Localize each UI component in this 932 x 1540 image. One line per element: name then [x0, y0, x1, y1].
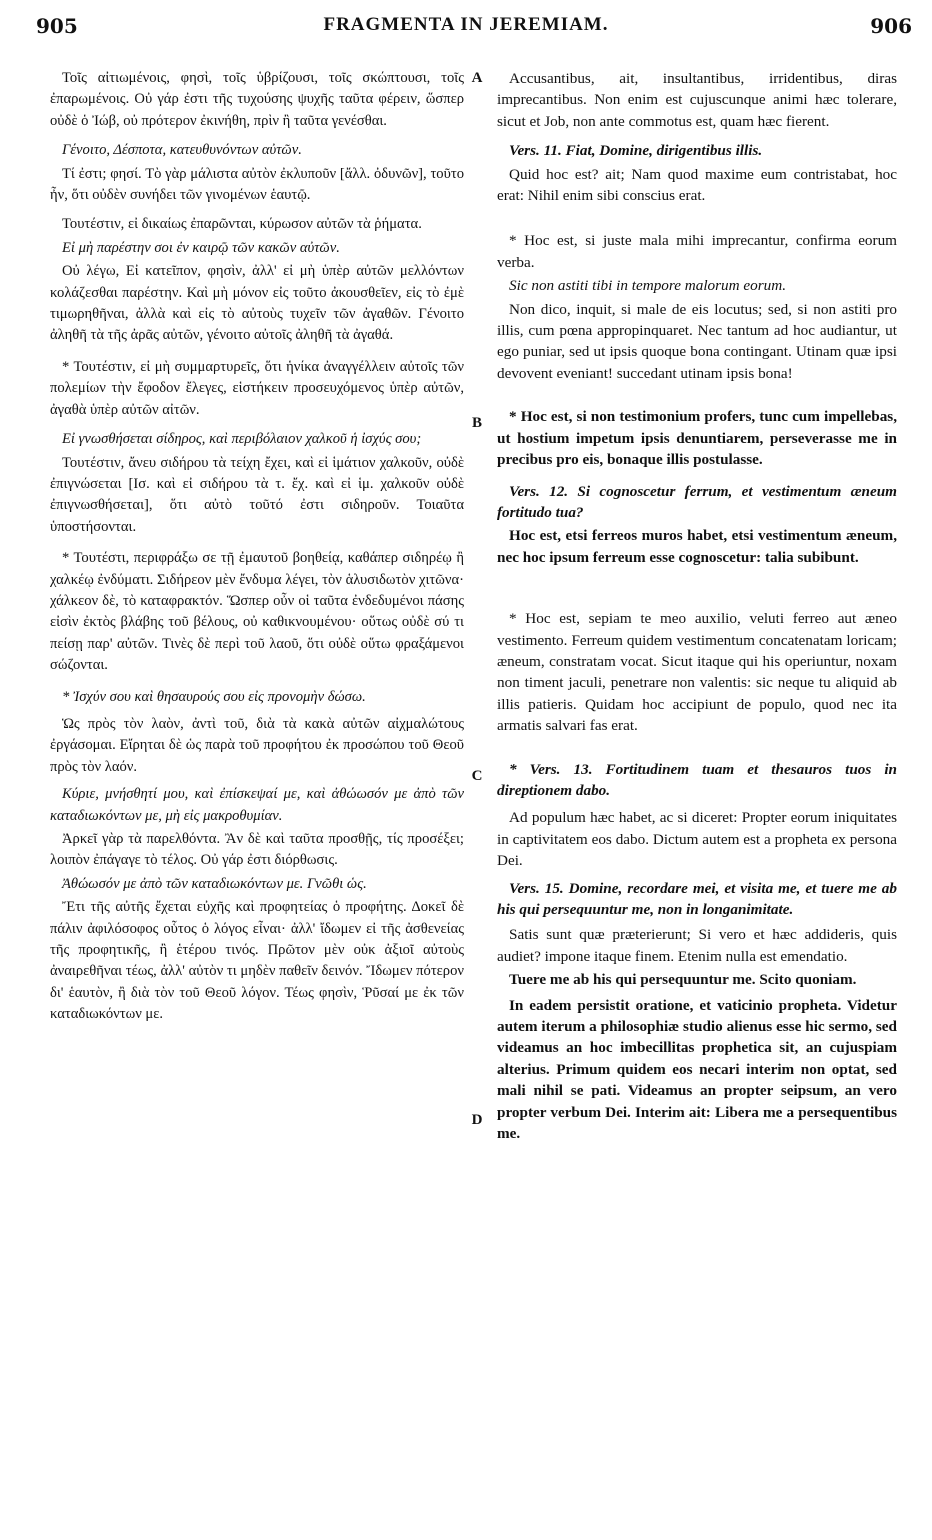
- greek-paragraph: Τουτέστιν, ἄνευ σιδήρου τὰ τείχη ἔχει, καὶ εἰ ἱμάτιον χαλκοῦν, οὐδὲ ἐπιγνώσεται [Ισ. καὶ εἰ σιδήρου τὰ τ. ἔχ. καὶ εἰ ἱμ. χαλκοῦν οὐδὲ ἐπιγνωσθήσεται], ὅτι αὐτὸ τοῦτό ἐστι σιδηροῦν. Τοιαῦτα ὑποστήσονται.: [50, 454, 464, 535]
- latin-verse: Sic non astiti tibi in tempore malorum eorum.: [509, 277, 787, 295]
- greek-paragraph: Τουτέστιν, εἰ δικαίως ἐπαρῶνται, κύρωσον αὐτῶν τὰ ῥήματα.: [62, 216, 422, 233]
- greek-verse: Εἰ μὴ παρέστην σοι ἐν καιρῷ τῶν κακῶν αὐτῶν.: [62, 239, 340, 256]
- greek-verse: Εἰ γνωσθήσεται σίδηρος, καὶ περιβόλαιον χαλκοῦ ἡ ἰσχύς σου;: [62, 431, 422, 448]
- page-number-right: 906: [870, 14, 912, 38]
- latin-paragraph: * Hoc est, si non testimonium profers, tunc cum impellebas, ut hostium impetum ipsis denuntiarem, perseverasse me in precibus pro eis, bonaque illis postulasse.: [497, 408, 897, 469]
- latin-verse: Vers. 15. Domine, recordare mei, et visita me, et tuere me ab his qui persequuntur me, non in longanimitate.: [497, 879, 897, 918]
- greek-paragraph: Ἀρκεῖ γὰρ τὰ παρελθόντα. Ἂν δὲ καὶ ταῦτα προσθῇς, τίς προσέξει; λοιπὸν ἐπάγαγε τὸ τέλος. Οὐ γάρ ἐστι διόρθωσις.: [50, 831, 464, 869]
- greek-verse: Κύριε, μνήσθητί μου, καὶ ἐπίσκεψαί με, καὶ ἀθώωσόν με ἀπὸ τῶν καταδιωκόντων με, μὴ εἰς μακροθυμίαν.: [50, 786, 464, 824]
- greek-paragraph: Τοῖς αἰτιωμένοις, φησὶ, τοῖς ὑβρίζουσι, τοῖς σκώπτουσι, τοῖς ἐπαρωμένοις. Οὐ γάρ ἐστι τῆς τυχούσης ψυχῆς ταῦτα φέρειν, ὥσπερ οὐδὲ ὁ Ἰώβ, οὐ πρότερον ἐκινήθη, πρὶν ἢ ταῦτα γενέσθαι.: [50, 70, 464, 129]
- greek-verse: Ἀθώωσόν με ἀπὸ τῶν καταδιωκόντων με. Γνῶθι ὡς.: [62, 875, 367, 892]
- latin-verse: Vers. 11. Fiat, Domine, dirigentibus illis.: [509, 142, 763, 160]
- greek-paragraph: Ὡς πρὸς τὸν λαὸν, ἀντὶ τοῦ, διὰ τὰ κακὰ αὐτῶν αἰχμαλώτους ἐργάσομαι. Εἴρηται δὲ ὡς παρὰ τοῦ προφήτου ἐκ προσώπου τοῦ Θεοῦ πρὸς τὸν λαόν.: [50, 715, 464, 775]
- latin-paragraph: * Hoc est, sepiam te meo auxilio, veluti ferreo aut æneo vestimento. Ferreum quidem vestimentum concatenatam loricam; æneum, constratam vocat. Sicut itaque qui his operiuntur, noxam non timent jaculi, penetrare non valentis: sic neque tu aliquid ab illis patieris. Quidam hoc accipiunt de populo, quod nec ita armatis salvari fas erat.: [497, 610, 897, 735]
- page-header: [0, 6, 932, 44]
- latin-verse: * Vers. 13. Fortitudinem tuam et thesauros tuos in direptionem dabo.: [497, 760, 897, 799]
- page-number-left: 905: [36, 14, 78, 38]
- greek-verse: * Ἰσχύν σου καὶ θησαυρούς σου εἰς προνομὴν δώσω.: [62, 688, 366, 705]
- greek-paragraph: * Τουτέστι, περιφράξω σε τῇ ἐμαυτοῦ βοηθείᾳ, καθάπερ σιδηρέῳ ἢ χαλκέῳ ἐνδύματι. Σιδήρεον μὲν ἔνδυμα λέγει, τὸν ἁλυσιδωτὸν χιτῶνα· χάλκεον δὲ, τὸ καταφρακτόν. Ὥσπερ οὖν οἱ ταῦτα ἐνδεδυμένοι πάσης εἰσὶν ἐκτὸς βλάβης τοῦ βέλους, οὐ καθικνουμένου· οὕτως οὐδὲ σύ τι πείσῃ παρ' αὐτῶν. Τινὲς δὲ περὶ τοῦ λαοῦ, ὅτι οὐδὲ οὕτω φραξάμενοι σώζονται.: [50, 550, 464, 674]
- latin-column: [497, 68, 897, 1144]
- latin-paragraph: Satis sunt quæ præterierunt; Si vero et hæc addideris, quis audiet? impone itaque finem. Etenim nulla est emendatio.: [497, 926, 897, 965]
- greek-paragraph: Ἔτι τῆς αὐτῆς ἔχεται εὐχῆς καὶ προφητείας ὁ προφήτης. Δοκεῖ δὲ πάλιν ἀφιλόσοφος οὗτος ὁ λόγος εἶναι· ἀλλ' ἴδωμεν εἰ τῆς ἀσθενείας τῆς προφητικῆς, ἢ ἑτέρου τινός. Πρῶτον μὲν οὐκ ἀξιοῖ αὐτοὺς ἀναιρεθῆναι τέως, ἀλλ' αὐτὸν τι μηδὲν παθεῖν δεινόν. Ἴδωμεν πότερον δι' ἑαυτὸν, ἢ διὰ τὸν τοῦ Θεοῦ λόγον. Τέως φησὶν, Ῥῦσαί με ἐκ τῶν καταδιωκόντων με.: [50, 899, 464, 1023]
- latin-paragraph: Non dico, inquit, si male de eis locutus; sed, si non astiti pro illis, cum pœna appropinquaret. Nec tantum ad hoc audiantur, ut ego puniar, sed ut ipsis quoque bona contingant. Utinam quæ ipsi devovent eveniant! succedant utinam ipsis bona!: [497, 300, 897, 382]
- greek-paragraph: Οὐ λέγω, Εἰ κατεῖπον, φησὶν, ἀλλ' εἰ μὴ ὑπὲρ αὐτῶν μελλόντων κολάζεσθαι παρέστην. Καὶ μὴ μόνον εἰς τοῦτο ἀκουσθεῖεν, εἰς τὸ ἐμὲ τιμωρηθῆναι, ἀλλὰ καὶ εἰς τὸ αὐτοὺς τυχεῖν τῶν ἀγαθῶν. Γένοιτο ἀληθῆ τὰ τῆς ἀρᾶς αὐτῶν, γένοιτο αὐτοῖς ἀληθῆ τὰ ἀγαθά.: [50, 263, 464, 344]
- greek-paragraph: Τί ἐστι; φησί. Τὸ γὰρ μάλιστα αὐτὸν ἐκλυποῦν [ἄλλ. ὀδυνῶν], τοῦτο ἦν, ὅτι οὐδὲν συνήδει τῶν γινομένων ἑαυτῷ.: [50, 165, 464, 204]
- latin-paragraph: Quid hoc est? ait; Nam quod maxime eum contristabat, hoc erat: Nihil enim sibi conscius erat.: [497, 165, 897, 205]
- latin-paragraph: * Hoc est, si juste mala mihi imprecantur, confirma eorum verba.: [497, 232, 897, 271]
- greek-verse: Γένοιτο, Δέσποτα, κατευθυνόντων αὐτῶν.: [62, 142, 302, 159]
- latin-paragraph: Tuere me ab his qui persequuntur me. Scito quoniam.: [509, 971, 857, 989]
- section-marker-a: A: [471, 70, 483, 86]
- latin-verse: Vers. 12. Si cognoscetur ferrum, et vestimentum æneum fortitudo tua?: [497, 482, 897, 521]
- section-marker-c: C: [471, 768, 483, 784]
- running-title: FRAGMENTA IN JEREMIAM.: [323, 14, 609, 35]
- greek-column: [50, 68, 464, 1026]
- greek-paragraph: * Τουτέστιν, εἰ μὴ συμμαρτυρεῖς, ὅτι ἡνίκα ἀναγγέλλειν αὐτοῖς τῶν πολεμίων τὴν ἔφοδον ἔλεγες, εἱστήκειν προσευχόμενος ὑπὲρ αὐτῶν, ἀγαθὰ ὑπὲρ αὐτῶν αἰτῶν.: [50, 358, 464, 418]
- section-marker-b: B: [471, 415, 482, 431]
- latin-paragraph: Hoc est, etsi ferreos muros habet, etsi vestimentum æneum, nec hoc ipsum ferreum esse cognoscetur: talia subibunt.: [497, 527, 897, 566]
- latin-paragraph: Accusantibus, ait, insultantibus, irridentibus, diras imprecantibus. Non enim est cujuscunque animi hæc tolerare, sicut et Job, non ante commotus est, quam hæc fierent.: [497, 70, 897, 130]
- latin-paragraph: In eadem persistit oratione, et vaticinio propheta. Videtur autem iterum a philosophiæ studio alienus esse hic sermo, sed videamus an hoc imbecillitas prophetica sit, an cujuspiam alterius. Primum quidem eos necari interim non optat, sed mali nihil se pati. Videamus an propter seipsum, an vero propter verbum Dei. Interim ait: Libera me a persequentibus me.: [497, 996, 897, 1143]
- section-marker-d: D: [471, 1112, 483, 1128]
- latin-paragraph: Ad populum hæc habet, ac si diceret: Propter eorum iniquitates in captivitatem eos dabo. Dictum autem est a propheta ex persona Dei.: [497, 809, 897, 870]
